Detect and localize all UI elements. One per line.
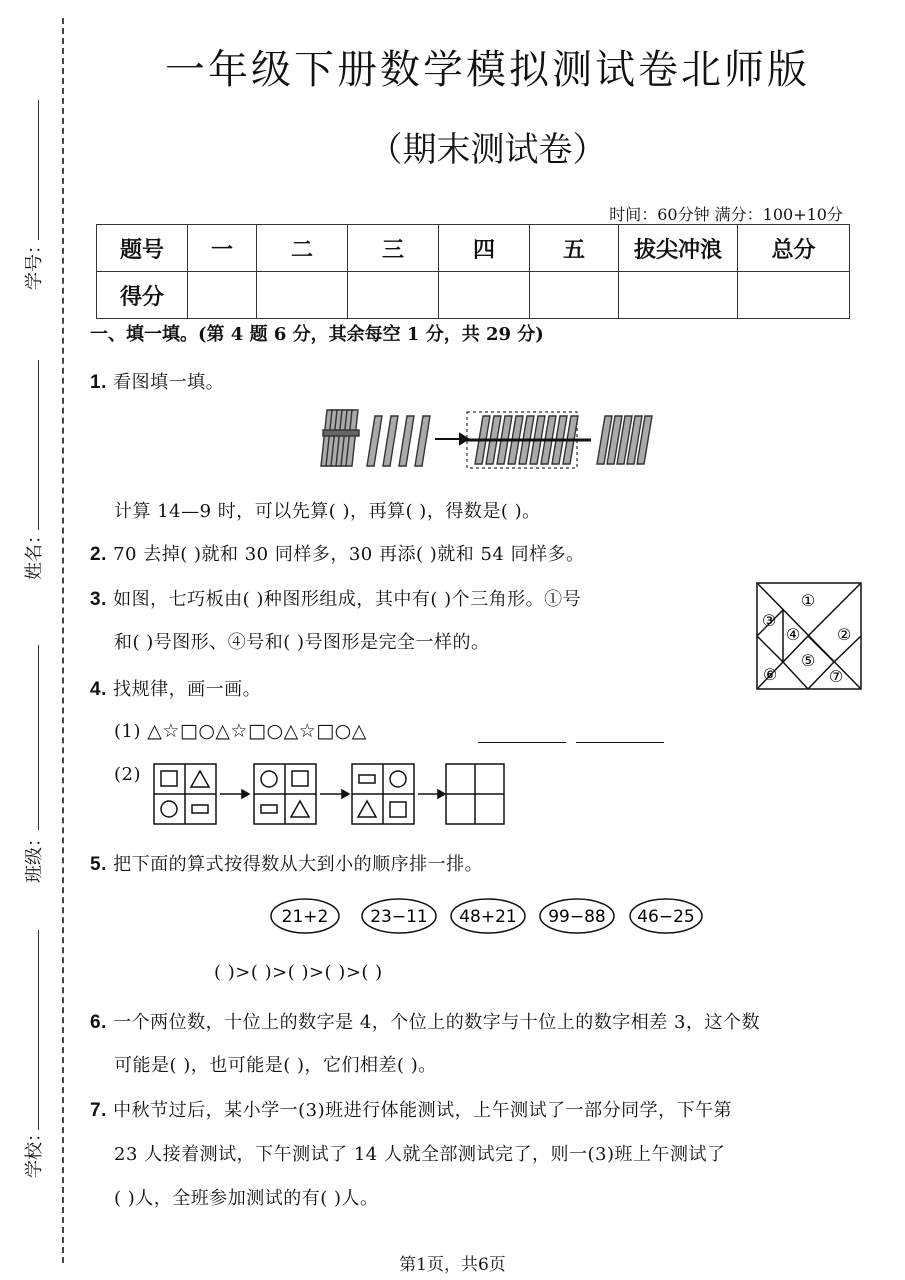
question-number: 3.: [90, 589, 107, 610]
question-text: 如图，七巧板由( )种图形组成，其中有( )个三角形。①号: [113, 589, 582, 610]
tangram-label: ①: [800, 591, 816, 610]
class-line: [38, 645, 39, 830]
expression: 21+2: [281, 907, 329, 927]
expression: 99−88: [548, 907, 606, 927]
stick: [383, 416, 398, 466]
question-number: 5.: [90, 854, 107, 875]
stick: [367, 416, 382, 466]
score-header-cell: 二: [257, 225, 348, 272]
remaining-sticks: [597, 416, 652, 464]
student-id-label: 学号：: [24, 236, 45, 290]
question-6: [90, 1008, 760, 1034]
question-4: [90, 675, 261, 701]
tangram-label: ⑥: [762, 665, 778, 684]
question-7-line2: 23 人接着测试，下午测试了 14 人就全部测试完了，则一(3)班上午测试了: [114, 1144, 726, 1165]
tangram-label: ④: [785, 625, 801, 644]
expression: 23−11: [370, 907, 428, 927]
fold-line: [62, 18, 64, 1263]
answer-blank[interactable]: [478, 742, 566, 743]
question-3-line2: 和( )号图形、④号和( )号图形是完全一样的。: [114, 632, 490, 653]
question-6-line2: 可能是( )，也可能是( )，它们相差( )。: [114, 1055, 437, 1076]
question-1: [90, 368, 224, 394]
score-cell[interactable]: [348, 272, 439, 319]
tangram-label: ③: [761, 611, 777, 630]
score-cell[interactable]: [188, 272, 257, 319]
pattern-label: (1): [114, 721, 141, 742]
student-id-line: [38, 100, 39, 240]
tangram-label: ②: [836, 625, 852, 644]
score-header-cell: 五: [530, 225, 619, 272]
school-line: [38, 930, 39, 1130]
score-header-cell: 四: [439, 225, 530, 272]
score-table: [96, 224, 850, 319]
pattern-1: [114, 720, 367, 742]
score-header-cell: 题号: [97, 225, 188, 272]
sticks-illustration: [315, 402, 655, 474]
score-header-cell: 总分: [738, 225, 850, 272]
question-text: 70 去掉( )就和 30 同样多，30 再添( )就和 54 同样多。: [113, 544, 585, 565]
page-title: 一年级下册数学模拟测试卷北师版: [165, 47, 810, 93]
score-header-cell: 三: [348, 225, 439, 272]
question-number: 6.: [90, 1012, 107, 1033]
arrow-icon: [435, 434, 468, 444]
score-cell[interactable]: [530, 272, 619, 319]
question-text: 一个两位数，十位上的数字是 4，个位上的数字与十位上的数字相差 3，这个数: [113, 1012, 760, 1033]
question-number: 2.: [90, 544, 107, 565]
stick: [399, 416, 414, 466]
question-7: [90, 1096, 732, 1122]
score-cell[interactable]: [257, 272, 348, 319]
question-number: 1.: [90, 372, 107, 393]
loose-sticks-left: [367, 416, 430, 466]
score-row: [97, 272, 850, 319]
score-cell[interactable]: [439, 272, 530, 319]
score-header-cell: 一: [188, 225, 257, 272]
question-7-line3: ( )人，全班参加测试的有( )人。: [114, 1188, 379, 1209]
question-text: 看图填一填。: [113, 372, 225, 393]
name-label: 姓名：: [24, 526, 45, 580]
score-header-cell: 拔尖冲浪: [619, 225, 738, 272]
section-heading: 一、填一填。(第 4 题 6 分，其余每空 1 分，共 29 分): [90, 324, 544, 345]
question-number: 4.: [90, 679, 107, 700]
answer-blank[interactable]: [576, 742, 664, 743]
tangram-label: ⑦: [828, 667, 844, 686]
question-text: 找规律，画一画。: [113, 679, 262, 700]
pattern-2-label: (2): [114, 764, 141, 785]
school-label: 学校：: [24, 1124, 45, 1178]
tangram-figure: [756, 582, 862, 690]
tangram-label: ⑤: [800, 651, 816, 670]
question-3: [90, 585, 581, 611]
score-cell[interactable]: [619, 272, 738, 319]
stick: [415, 416, 430, 466]
score-cell[interactable]: [738, 272, 850, 319]
class-label: 班级：: [24, 829, 45, 883]
question-text: 把下面的算式按得数从大到小的顺序排一排。: [113, 854, 484, 875]
name-line: [38, 360, 39, 530]
time-info: 时间：60分钟 满分：100+10分: [609, 205, 843, 224]
score-row-label: 得分: [97, 272, 188, 319]
score-header-row: [97, 225, 850, 272]
question-number: 7.: [90, 1100, 107, 1121]
question-5: [90, 850, 483, 876]
page-footer: 第1页，共6页: [399, 1255, 506, 1275]
page-subtitle: （期末测试卷）: [368, 130, 607, 170]
pattern-shapes: △☆□○△☆□○△☆□○△: [147, 720, 367, 742]
expression-ovals: [268, 896, 708, 938]
stick-bundle: [321, 410, 359, 466]
question-text: 中秋节过后，某小学一(3)班进行体能测试，上午测试了一部分同学，下午第: [113, 1100, 733, 1121]
grid-pattern: [150, 762, 510, 828]
ordering-answer-row: ( )>( )>( )>( )>( ): [214, 962, 383, 983]
bundle-band: [323, 430, 359, 436]
question-1-calc: 计算 14—9 时，可以先算( )，再算( )，得数是( )。: [114, 501, 541, 522]
expression: 48+21: [459, 907, 517, 927]
expression: 46−25: [637, 907, 695, 927]
question-2: [90, 540, 585, 566]
